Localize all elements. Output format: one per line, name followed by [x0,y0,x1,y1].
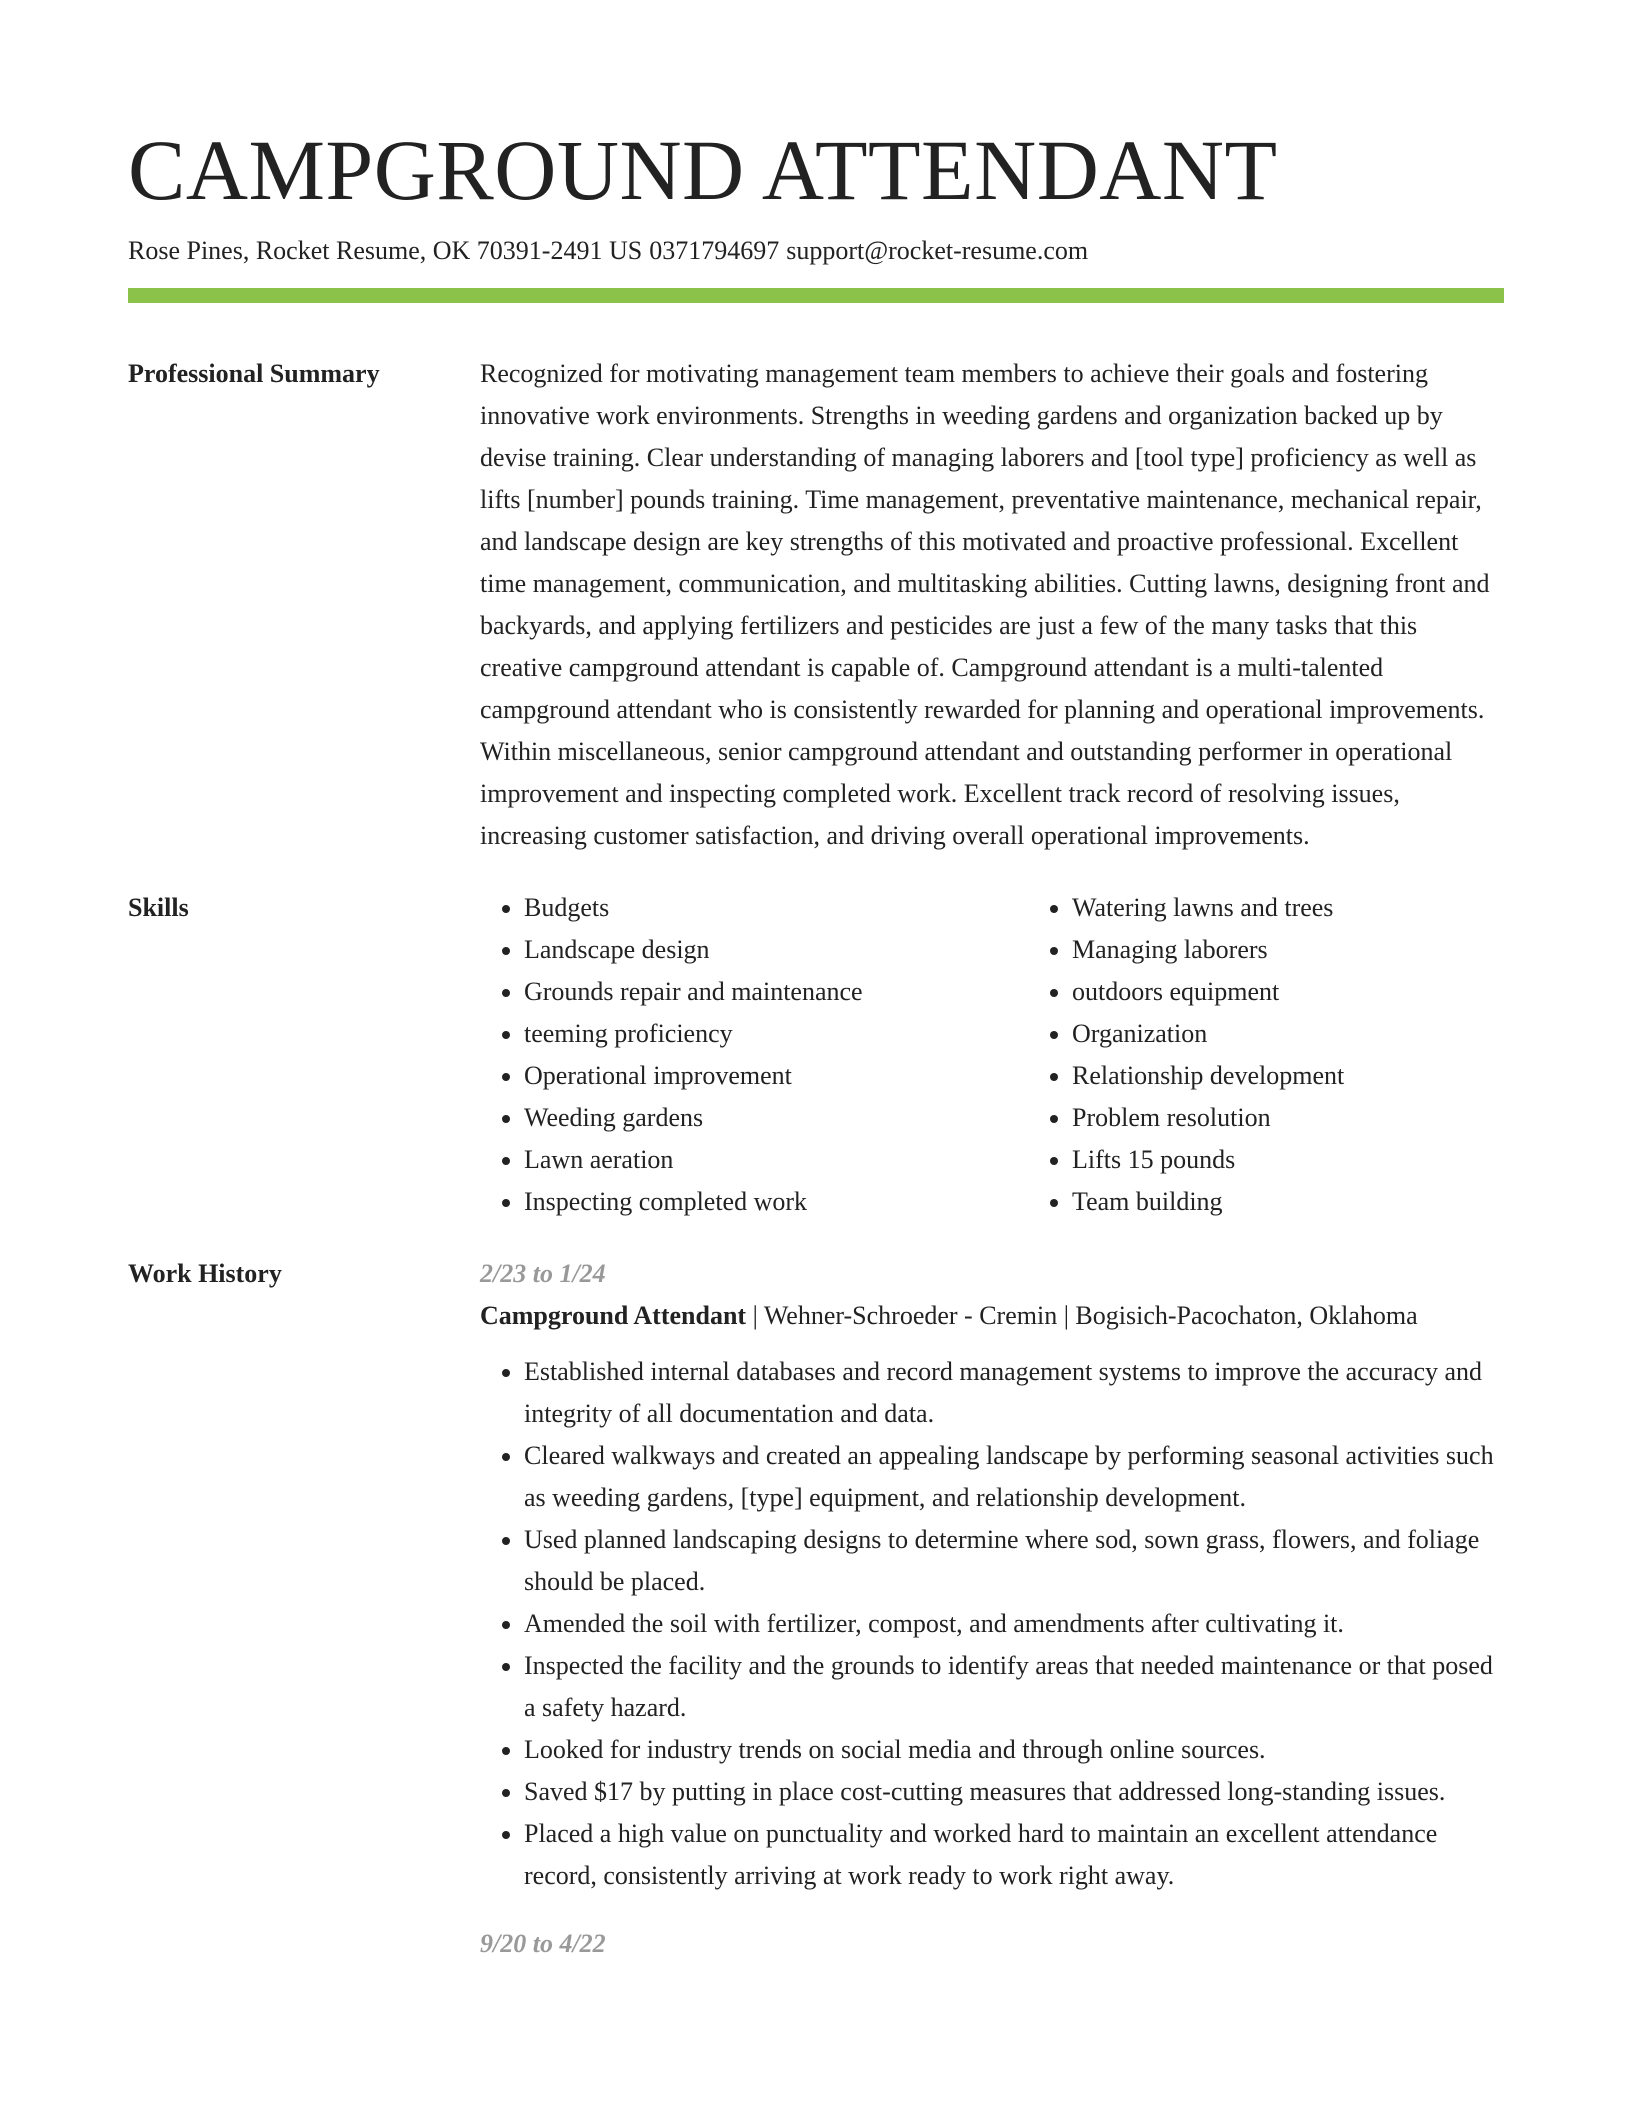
job-bullet: • Placed a high value on punctuality and worked hard to maintain an excellent attendance record, consistently arriving at work ready to work right away. [524,1813,1504,1897]
job-bullet: • Saved $17 by putting in place cost-cutting measures that addressed long-standing issues. [524,1771,1504,1813]
job-dates: 2/23 to 1/24 [480,1259,606,1288]
section-label-work: Work History [128,1259,282,1288]
skill-item: • Weeding gardens [524,1097,1028,1139]
professional-summary-section [128,353,1504,857]
job-heading [480,1295,1504,1337]
skill-item: • Managing laborers [1072,929,1576,971]
job-bullet: • Cleared walkways and created an appealing landscape by performing seasonal activities such as weeding gardens, [type] equipment, and relationship development. [524,1435,1504,1519]
contact-line [128,234,1504,268]
skill-item: • Lawn aeration [524,1139,1028,1181]
job-bullet: • Inspected the facility and the grounds to identify areas that needed maintenance or that posed a safety hazard. [524,1645,1504,1729]
skill-item: • Organization [1072,1013,1576,1055]
job-entry [480,1923,1504,1965]
skill-item: • Landscape design [524,929,1028,971]
skill-item: • Operational improvement [524,1055,1028,1097]
skill-item: • outdoors equipment [1072,971,1576,1013]
job-dates: 9/20 to 4/22 [480,1929,606,1958]
skill-item: • Grounds repair and maintenance [524,971,1028,1013]
section-label-summary: Professional Summary [128,359,380,388]
job-bullet: • Used planned landscaping designs to determine where sod, sown grass, flowers, and foliage should be placed. [524,1519,1504,1603]
work-history-section [128,1253,1504,1965]
job-bullet: • Looked for industry trends on social media and through online sources. [524,1729,1504,1771]
resume-page [128,120,1504,1965]
skill-item: • Lifts 15 pounds [1072,1139,1576,1181]
job-bullet-list [480,1351,1504,1897]
job-entry [480,1253,1504,1897]
job-title: Campground Attendant [480,1301,747,1330]
skills-list-right [1028,887,1576,1223]
skill-item: • Relationship development [1072,1055,1576,1097]
section-label-skills: Skills [128,893,189,922]
skill-item: • Budgets [524,887,1028,929]
job-bullet: • Established internal databases and record management systems to improve the accuracy and integrity of all documentation and data. [524,1351,1504,1435]
summary-text: Recognized for motivating management team members to achieve their goals and fostering innovative work environments. Strengths in weeding gardens and organization backed up by devise training. Clear understanding of managing laborers and [tool type] proficiency as well as lifts [number] pounds training. Time management, preventative maintenance, mechanical repair, and landscape design are key strengths of this motivated and proactive professional. Excellent time management, communication, and multitasking abilities. Cutting lawns, designing front and backyards, and applying fertilizers and pesticides are just a few of the many tasks that this creative campground attendant is capable of. Campground attendant is a multi-talented campground attendant who is consistently rewarded for planning and operational improvements. Within miscellaneous, senior campground attendant and outstanding performer in operational improvement and inspecting completed work. Excellent track record of resolving issues, increasing customer satisfaction, and driving overall operational improvements. [480,359,1490,850]
skill-item: • Watering lawns and trees [1072,887,1576,929]
skills-section [128,887,1504,1223]
resume-title: CAMPGROUND ATTENDANT [128,122,1278,218]
skill-item: • teeming proficiency [524,1013,1028,1055]
work-history-body [480,1253,1504,1965]
contact-address: Rose Pines, Rocket Resume, OK 70391-2491 US [128,236,643,265]
skills-list-left [480,887,1028,1223]
skill-item: • Inspecting completed work [524,1181,1028,1223]
skill-item: • Team building [1072,1181,1576,1223]
skills-columns [480,887,1576,1223]
contact-phone: 0371794697 [649,236,780,265]
contact-email: support@rocket-resume.com [786,236,1089,265]
summary-body [480,353,1504,857]
job-bullet: • Amended the soil with fertilizer, compost, and amendments after cultivating it. [524,1603,1504,1645]
job-details: | Wehner-Schroeder - Cremin | Bogisich-Pacochaton, Oklahoma [746,1301,1418,1330]
accent-divider [128,288,1504,303]
skill-item: • Problem resolution [1072,1097,1576,1139]
